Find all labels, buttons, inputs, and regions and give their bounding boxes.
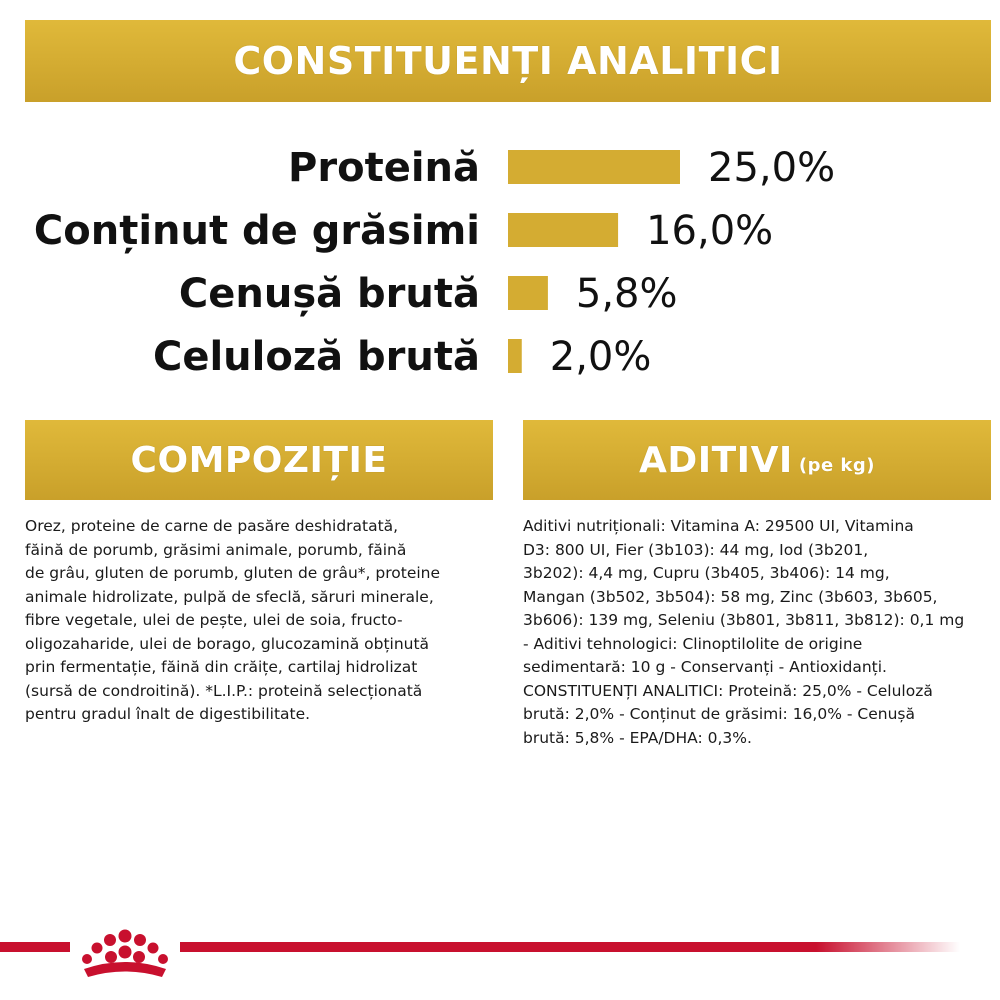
analytical-constituents-title: CONSTITUENȚI ANALITICI <box>233 39 783 83</box>
additives-text: Aditivi nutriționali: Vitamina A: 29500 UI, Vitamina D3: 800 UI, Fier (3b103): 44 mg, Iod (3b201, 3b202): 4,4 mg, Cupru (3b405, 3b406): 14 mg, Mangan (3b502, 3b504): 58 mg, Zinc (3b603, 3b605, 3b606): 139 mg, Seleniu (3b801, 3b811, 3b812): 0,1 mg - Aditivi tehnologici: Clinoptilolite de origine sedimentară: 10 g - Conservanți - Antioxidanți. CONSTITUENȚI ANALITICI: Proteină: 25,0% - Celuloză brută: 2,0% - Conținut de grăsimi: 16,0% - Cenușă brută: 5,8% - EPA/DHA: 0,3%. <box>523 517 965 747</box>
nutrient-bar-chart <box>0 130 1000 390</box>
bar <box>508 339 522 373</box>
composition-title: COMPOZIȚIE <box>130 439 388 481</box>
additives-banner <box>523 420 991 500</box>
additives-subtitle: (pe kg) <box>798 454 876 476</box>
category-label: Cenușă brută <box>178 271 480 317</box>
additives-title: ADITIVI <box>638 439 793 481</box>
crown-icon <box>70 922 180 986</box>
value-label: 16,0% <box>646 208 774 254</box>
category-label: Proteină <box>288 145 480 191</box>
analytical-constituents-banner <box>25 20 991 102</box>
category-label: Conținut de grăsimi <box>33 208 480 254</box>
category-label: Celuloză brută <box>152 334 480 380</box>
value-label: 25,0% <box>708 145 836 191</box>
composition-banner <box>25 420 493 500</box>
value-label: 5,8% <box>575 271 678 317</box>
bar <box>508 276 548 310</box>
value-label: 2,0% <box>549 334 652 380</box>
bar <box>508 150 680 184</box>
bar <box>508 213 618 247</box>
composition-text: Orez, proteine de carne de pasăre deshidratată, făină de porumb, grăsimi animale, porumb, făină de grâu, gluten de porumb, gluten de grâu*, proteine animale hidrolizate, pulpă de sfeclă, săruri minerale, fibre vegetale, ulei de pește, ulei de soia, fructo- oligozaharide, ulei de borago, glucozamină obținută prin fermentație, făină din crăițe, cartilaj hidrolizat (sursă de condroitină). *L.I.P.: proteină selecționată pentru gradul înalt de digestibilitate. <box>25 517 441 723</box>
